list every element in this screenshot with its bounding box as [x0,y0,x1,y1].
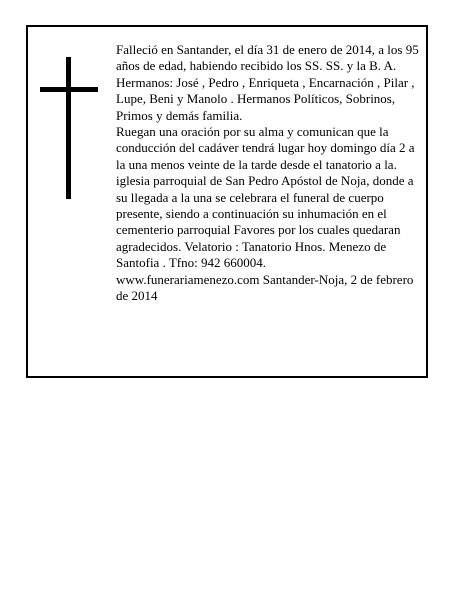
cross-vertical-bar [66,57,71,199]
family-list: Hermanos: José , Pedro , Enriqueta , Encarnación , Pilar , Lupe, Beni y Manolo . Hermanos Políticos, Sobrinos, Primos y demás familia. [116,74,415,123]
notice-text [116,42,424,305]
obituary-notice [26,25,428,378]
cross-icon [40,57,100,199]
cross-horizontal-bar [40,87,98,92]
death-announcement: Falleció en Santander, el día 31 de enero de 2014, a los 95 años de edad, habiendo recibido los SS. SS. y la B. A. [116,42,419,74]
funeral-details: Ruegan una oración por su alma y comunican que la conducción del cadáver tendrá lugar hoy domingo día 2 a la una menos veinte de la tarde desde el tanatorio a la. iglesia parroquial de San Pedro Apóstol de Noja, donde a su llegada a la una se celebrara el funeral de cuerpo presente, siendo a continuación su inhumación en el cementerio parroquial Favores por los cuales quedaran agradecidos. Velatorio : Tanatorio Hnos. Menezo de Santofia . Tfno: 942 660004. [116,124,415,271]
website-and-date: www.funerariamenezo.com Santander-Noja, 2 de febrero de 2014 [116,271,414,304]
